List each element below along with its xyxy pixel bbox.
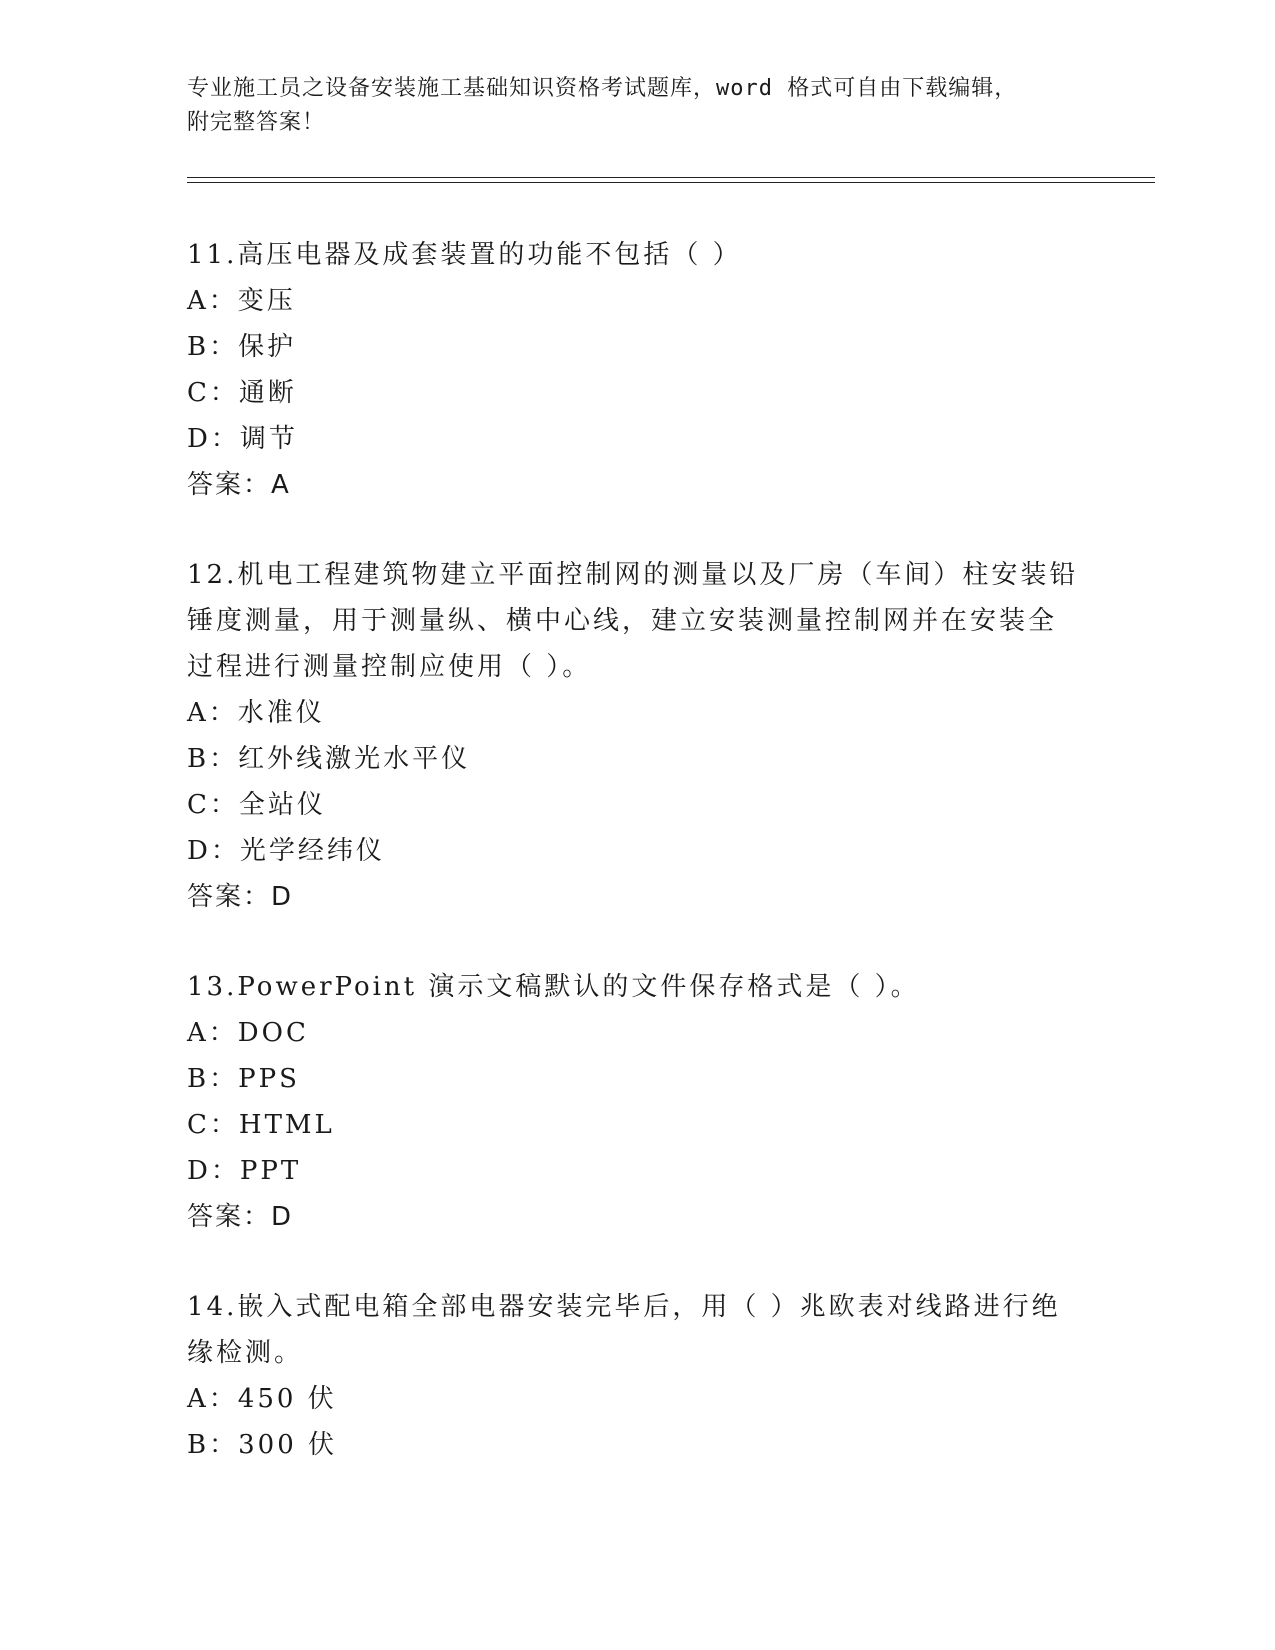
option-letter: A： bbox=[187, 1384, 238, 1414]
option-text: 光学经纬仪 bbox=[239, 836, 385, 866]
option-letter: A： bbox=[187, 698, 238, 728]
option-text: 变压 bbox=[237, 286, 296, 316]
question-stem-line-2: 锤度测量，用于测量纵、横中心线，建立安装测量控制网并在安装全 bbox=[187, 606, 1058, 636]
option-a bbox=[187, 690, 1087, 736]
question-12 bbox=[187, 552, 1087, 920]
option-letter: D： bbox=[187, 424, 240, 454]
header-divider-top bbox=[187, 177, 1155, 178]
question-stem-line-1: 14.嵌入式配电箱全部电器安装完毕后，用（ ）兆欧表对线路进行绝 bbox=[187, 1292, 1061, 1322]
header-line-2: 附完整答案！ bbox=[187, 110, 326, 135]
answer-line: 答案：D bbox=[187, 882, 294, 912]
question-list bbox=[187, 232, 1087, 1512]
option-d bbox=[187, 828, 1087, 874]
question-stem-line-2: 缘检测。 bbox=[187, 1338, 304, 1368]
option-letter: B： bbox=[187, 1064, 239, 1094]
option-text: 通断 bbox=[238, 378, 297, 408]
option-text: 红外线激光水平仪 bbox=[238, 744, 471, 774]
answer-line: 答案：D bbox=[187, 1202, 294, 1232]
answer-line: 答案：A bbox=[187, 470, 291, 500]
option-letter: A： bbox=[187, 1018, 238, 1048]
option-letter: B： bbox=[187, 744, 239, 774]
question-stem: 13.PowerPoint 演示文稿默认的文件保存格式是（ ）。 bbox=[187, 972, 920, 1002]
option-letter: C： bbox=[187, 790, 239, 820]
option-text: HTML bbox=[238, 1110, 335, 1140]
option-text: 全站仪 bbox=[238, 790, 326, 820]
option-text: 450 伏 bbox=[237, 1384, 337, 1414]
question-14 bbox=[187, 1284, 1087, 1468]
option-b bbox=[187, 324, 1087, 370]
option-letter: B： bbox=[187, 332, 239, 362]
option-b bbox=[187, 1056, 1087, 1102]
option-c bbox=[187, 370, 1087, 416]
option-b bbox=[187, 736, 1087, 782]
question-11 bbox=[187, 232, 1087, 508]
option-letter: D： bbox=[187, 836, 240, 866]
option-text: 水准仪 bbox=[237, 698, 325, 728]
option-b bbox=[187, 1422, 1087, 1468]
option-text: DOC bbox=[237, 1018, 309, 1048]
question-stem: 11.高压电器及成套装置的功能不包括（ ） bbox=[187, 240, 742, 270]
option-a bbox=[187, 1010, 1087, 1056]
question-stem-line-1: 12.机电工程建筑物建立平面控制网的测量以及厂房（车间）柱安装铅 bbox=[187, 560, 1079, 590]
option-d bbox=[187, 416, 1087, 462]
option-letter: C： bbox=[187, 378, 239, 408]
header-divider-bottom bbox=[187, 182, 1155, 183]
question-stem-line-3: 过程进行测量控制应使用（ ）。 bbox=[187, 652, 592, 682]
question-13 bbox=[187, 964, 1087, 1240]
option-text: PPT bbox=[239, 1156, 302, 1186]
option-letter: D： bbox=[187, 1156, 240, 1186]
option-a bbox=[187, 278, 1087, 324]
option-letter: B： bbox=[187, 1430, 239, 1460]
option-d bbox=[187, 1148, 1087, 1194]
option-a bbox=[187, 1376, 1087, 1422]
header-line-1: 专业施工员之设备安装施工基础知识资格考试题库，word 格式可自由下载编辑， bbox=[187, 76, 1018, 101]
option-text: 保护 bbox=[238, 332, 297, 362]
option-text: 调节 bbox=[239, 424, 298, 454]
option-c bbox=[187, 782, 1087, 828]
option-text: PPS bbox=[238, 1064, 300, 1094]
option-letter: C： bbox=[187, 1110, 239, 1140]
option-c bbox=[187, 1102, 1087, 1148]
option-letter: A： bbox=[187, 286, 238, 316]
page-header bbox=[187, 72, 1067, 140]
option-text: 300 伏 bbox=[238, 1430, 338, 1460]
